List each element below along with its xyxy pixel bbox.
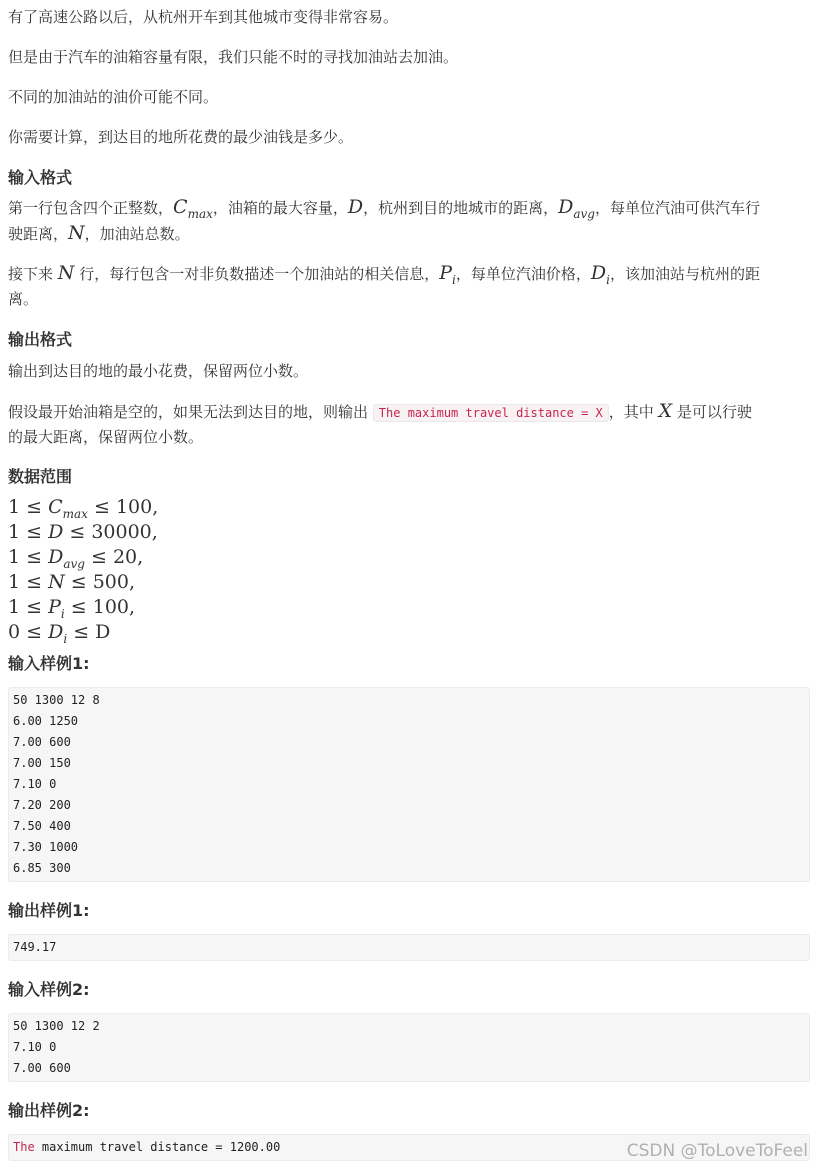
code-line: 50 1300 12 2 — [13, 1019, 100, 1033]
output-format-line-1: 输出到达目的地的最小花费，保留两位小数。 — [8, 362, 309, 380]
code-line: 7.30 1000 — [13, 840, 79, 854]
output-format-line-2: 假设最开始油箱是空的，如果无法到达目的地，则输出 The maximum travel distance = X ，其中 X 是可以行驶 — [8, 400, 752, 422]
output-format-line-3: 的最大距离，保留两位小数。 — [8, 428, 204, 446]
code-line: 7.20 200 — [13, 798, 71, 812]
sample-input-1-block — [8, 687, 810, 882]
code-line: 7.50 400 — [13, 819, 71, 833]
data-range-line: $0 \le D_i \le D$ — [8, 621, 111, 646]
code-line: 50 1300 12 8 — [13, 693, 100, 707]
inline-code: The maximum travel distance = X — [373, 404, 609, 422]
data-range-line: 1 ≤ N ≤ 500, — [8, 571, 136, 593]
input-format-line-4: 离。 — [8, 290, 39, 308]
data-range-line: $1 \le C_{max} \le 100$, — [8, 496, 159, 521]
input-format-line-1: 第一行包含四个正整数，$C_{max}$，油箱的最大容量，D，杭州到目的地城市的距离，$D_{avg}$，每单位汽油可供汽车行 — [8, 196, 761, 221]
sample-input-1-heading: 输入样例1: — [8, 654, 90, 673]
intro-paragraph-4: 你需要计算，到达目的地所花费的最少油钱是多少。 — [8, 128, 354, 146]
data-range-line: $1 \le P_i \le 100$, — [8, 596, 136, 621]
sample-output-2-heading: 输出样例2: — [8, 1101, 90, 1120]
intro-paragraph-1: 有了高速公路以后，从杭州开车到其他城市变得非常容易。 — [8, 8, 399, 26]
code-line: 7.00 150 — [13, 756, 71, 770]
watermark: CSDN @ToLoveToFeel — [626, 1141, 808, 1161]
sample-output-1-heading: 输出样例1: — [8, 901, 90, 920]
code-line: 6.00 1250 — [13, 714, 79, 728]
sample-input-2-block — [8, 1013, 810, 1082]
data-range-heading: 数据范围 — [8, 467, 73, 486]
intro-paragraph-3: 不同的加油站的油价可能不同。 — [8, 88, 219, 106]
code-line: 7.10 0 — [13, 777, 57, 791]
input-format-line-3: 接下来 N 行，每行包含一对非负数描述一个加油站的相关信息，$P_i$，每单位汽油价格，$D_i$，该加油站与杭州的距 — [8, 262, 760, 287]
data-range-line: 1 ≤ D ≤ 30000, — [8, 521, 158, 543]
sample-output-1-block — [8, 934, 810, 961]
data-range-line: $1 \le D_{avg} \le 20$, — [8, 546, 144, 571]
input-format-heading: 输入格式 — [8, 168, 73, 187]
input-format-line-2: 驶距离，N，加油站总数。 — [8, 222, 190, 244]
code-line: 6.85 300 — [13, 861, 71, 875]
sample-input-2-heading: 输入样例2: — [8, 980, 90, 999]
sample-output-2-block: The maximum travel distance = 1200.00 — [8, 1134, 810, 1161]
code-line: 7.00 600 — [13, 735, 71, 749]
code-line: 7.00 600 — [13, 1061, 71, 1075]
code-line: 749.17 — [13, 940, 57, 954]
intro-paragraph-2: 但是由于汽车的油箱容量有限，我们只能不时的寻找加油站去加油。 — [8, 48, 459, 66]
code-line: 7.10 0 — [13, 1040, 57, 1054]
output-format-heading: 输出格式 — [8, 330, 73, 349]
